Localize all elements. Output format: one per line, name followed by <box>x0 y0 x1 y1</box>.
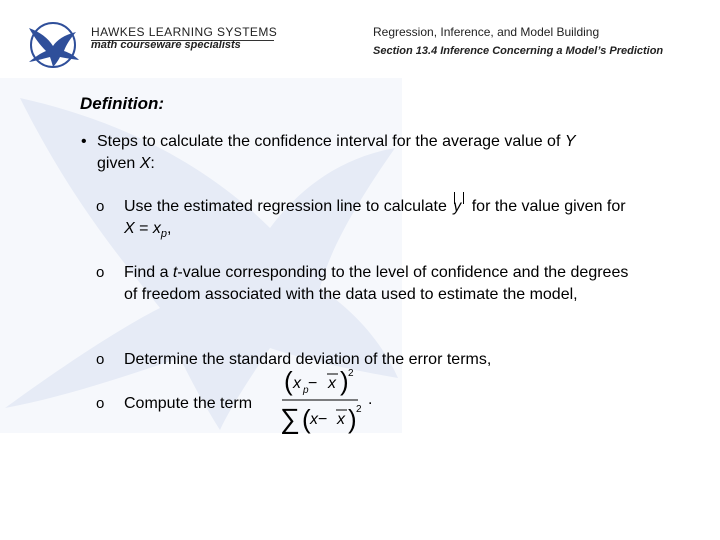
y-hat-symbol: y <box>453 196 465 218</box>
step-text: Use the estimated regression line to calculate y for the value given for $X = x_p$, <box>124 196 634 245</box>
formula-num-subscript: p <box>303 385 309 396</box>
formula-num-exponent: 2 <box>348 368 354 379</box>
formula-num-minus: − <box>308 375 318 392</box>
formula-den-minus: − <box>318 411 328 428</box>
bullet-dot: • <box>81 133 87 150</box>
formula-num-xbar: x <box>328 375 336 392</box>
formula-paren: ( <box>302 404 311 434</box>
step-marker: o <box>96 351 105 368</box>
formula-sigma: ∑ <box>280 403 300 434</box>
formula-den-exponent: 2 <box>356 404 362 415</box>
step-text: Determine the standard deviation of the error terms, <box>124 351 492 368</box>
step-marker: o <box>96 198 105 215</box>
variance-term-formula <box>280 366 380 436</box>
brand-title: HAWKES LEARNING SYSTEMS <box>91 25 278 39</box>
definition-heading: Definition: <box>80 94 165 113</box>
main-bullet-text: Steps to calculate the confidence interval for the average value of Y given X: <box>97 133 576 172</box>
step-text: Compute the term <box>124 395 253 412</box>
brand-subtitle: math courseware specialists <box>91 39 241 51</box>
formula-paren: ) <box>348 404 357 434</box>
formula-end-period: . <box>368 391 373 408</box>
step-text: Find a t-value corresponding to the level of confidence and the degrees of freedom associated with the data used to estimate the model, <box>124 264 629 303</box>
formula-num-x: x <box>293 375 301 392</box>
formula-paren: ( <box>284 366 293 396</box>
formula-den-x: x <box>310 411 318 428</box>
step-marker: o <box>96 395 105 412</box>
formula-paren: ) <box>340 366 349 396</box>
section-title: Section 13.4 Inference Concerning a Model’s Prediction <box>373 45 664 57</box>
step-marker: o <box>96 264 105 281</box>
hawk-logo-icon <box>26 20 82 68</box>
formula-den-xbar: x <box>337 411 345 428</box>
course-title: Regression, Inference, and Model Building <box>373 25 600 39</box>
